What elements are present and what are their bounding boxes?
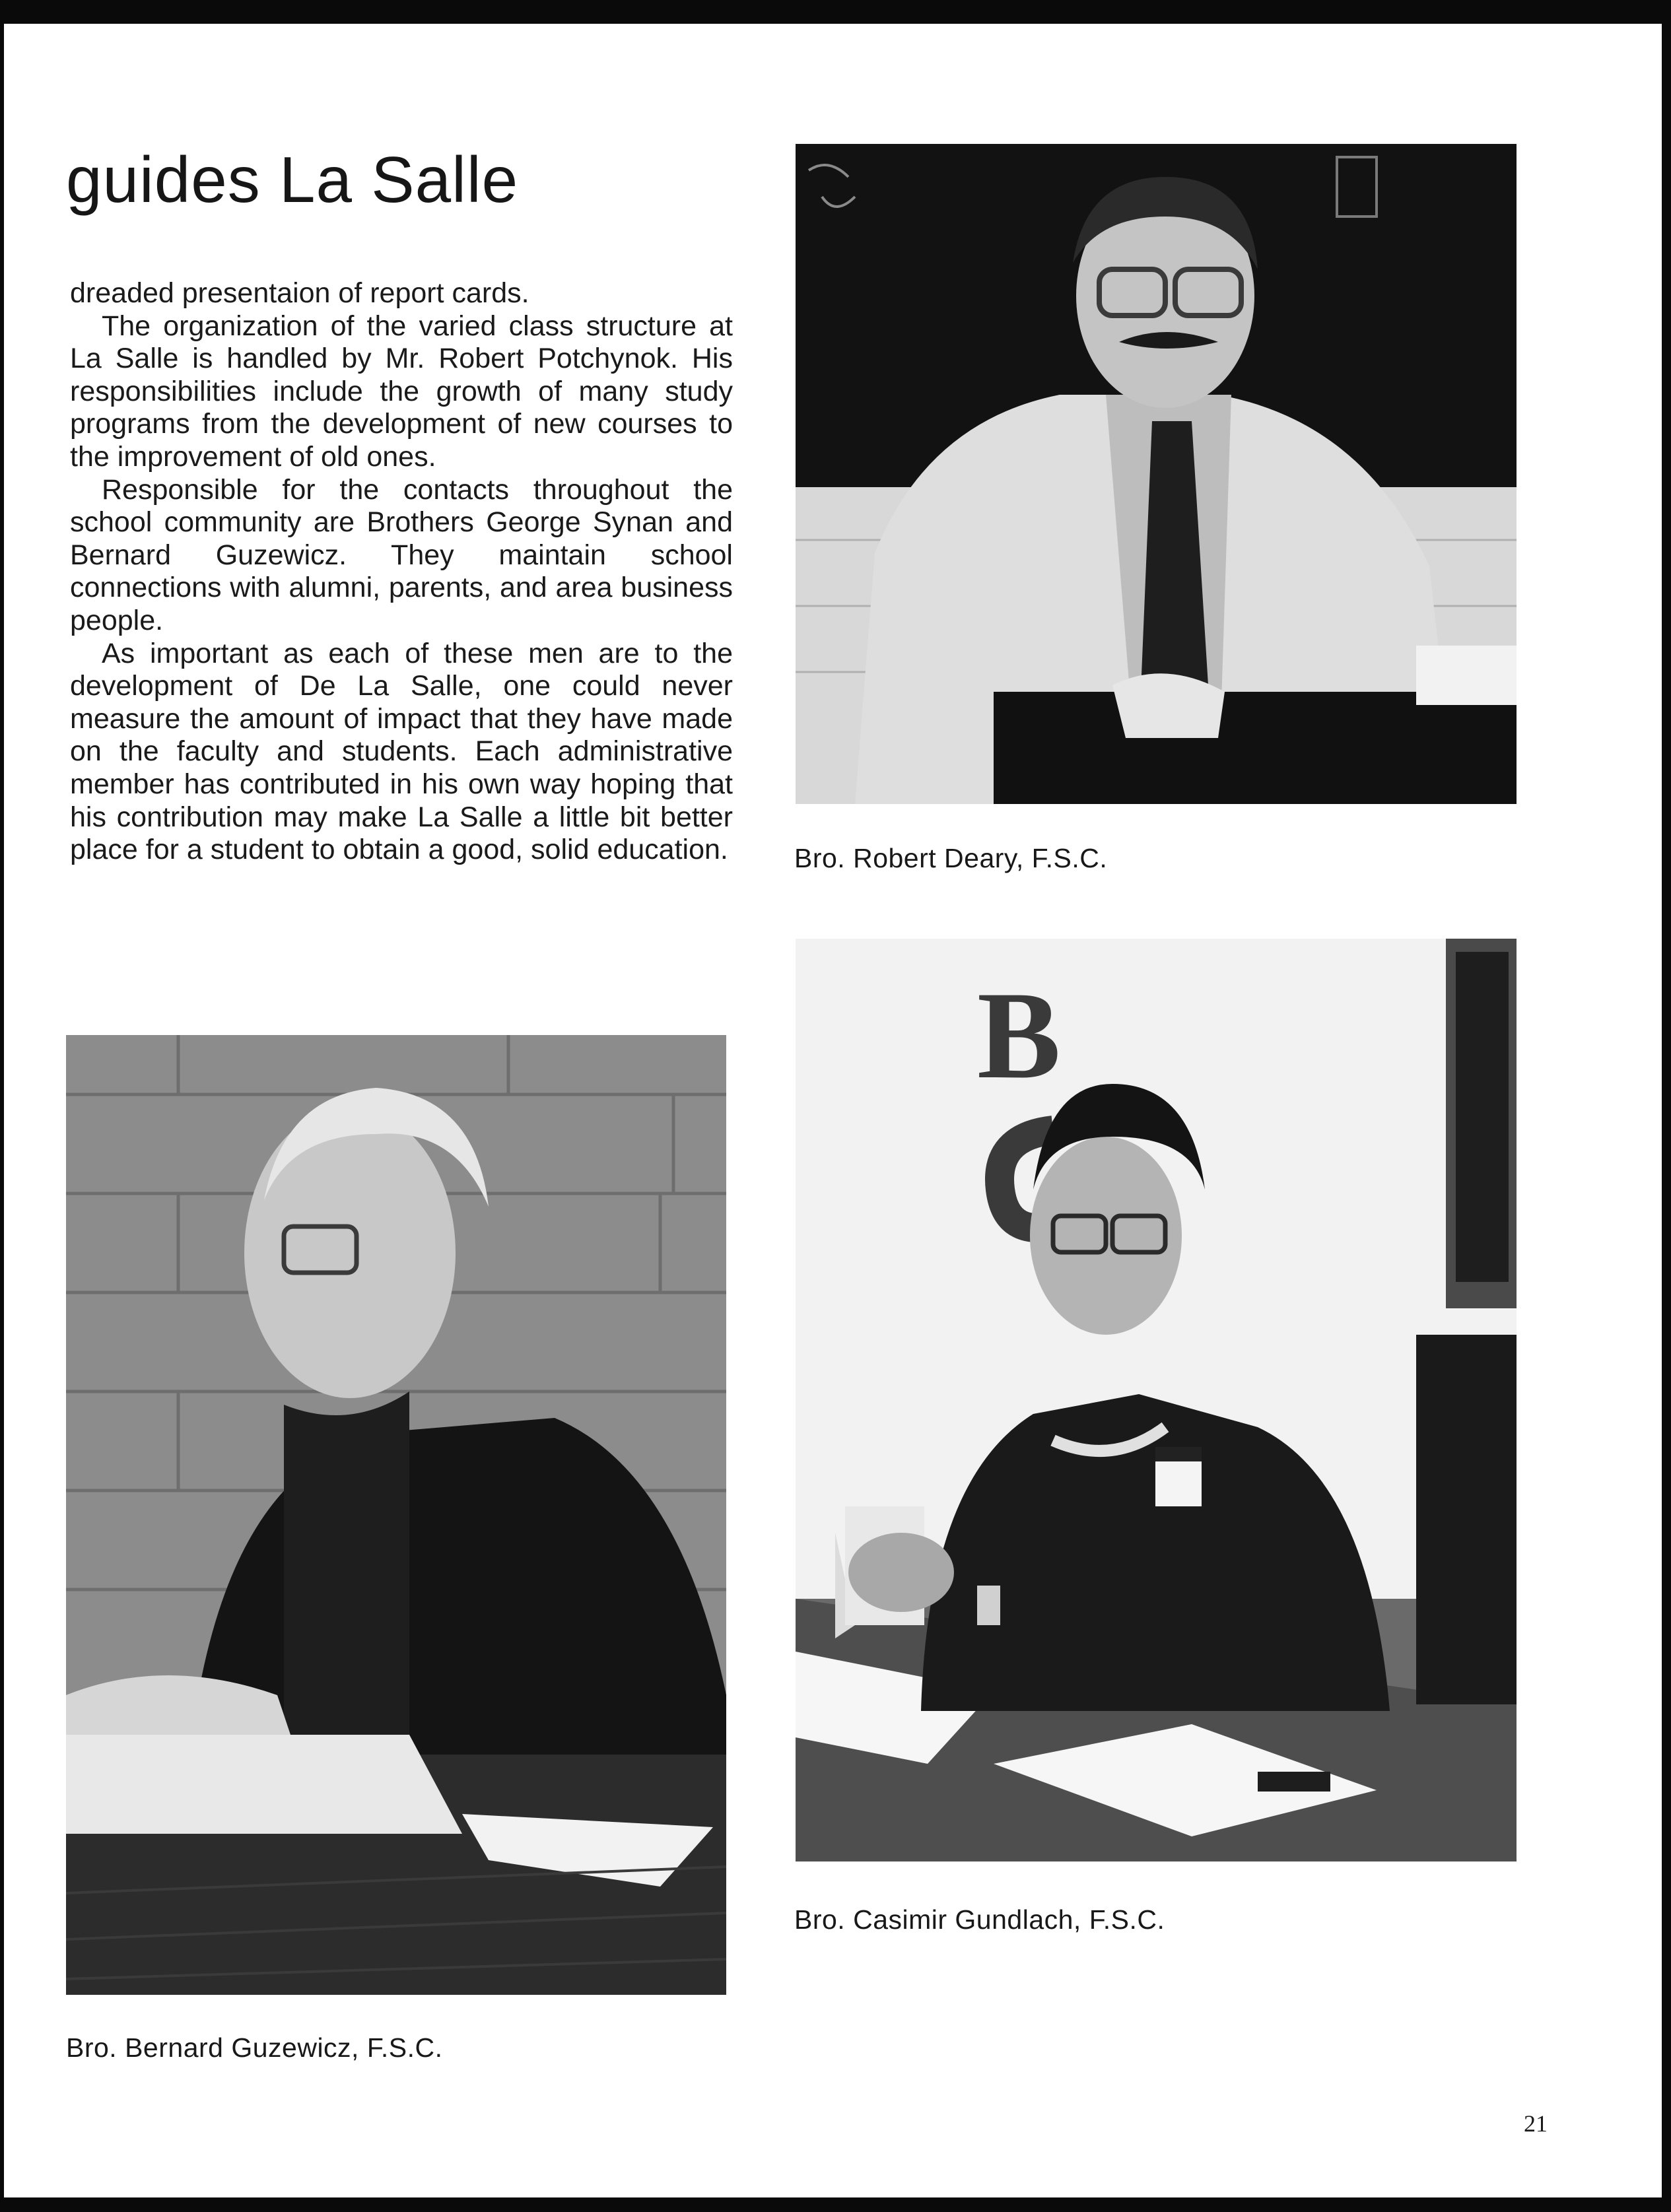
scan-border-top	[0, 0, 1671, 24]
paragraph-3: Responsible for the contacts throughout the school community are Brothers George Synan and Bernard Guzewicz. They maintain school connections with alumni, parents, and area business people.	[70, 473, 733, 636]
paragraph-1: dreaded presentaion of report cards.	[70, 277, 529, 309]
photo-robert-deary-image	[796, 144, 1517, 804]
scan-border-right	[1662, 0, 1671, 2212]
headline: guides La Salle	[66, 143, 519, 216]
caption-bernard-guzewicz: Bro. Bernard Guzewicz, F.S.C.	[66, 2032, 443, 2063]
article-body	[70, 277, 733, 867]
paragraph-4: As important as each of these men are to the development of De La Salle, one could never measure the amount of impact that they have made on the faculty and students. Each administrative member has contributed in his own way hoping that his contribution may make La Salle a little bit better place for a student to obtain a good, solid education.	[70, 637, 733, 866]
photo-robert-deary	[796, 144, 1517, 804]
page-number: 21	[1524, 2110, 1548, 2137]
photo-bernard-guzewicz-image	[66, 1035, 726, 1995]
photo-bernard-guzewicz	[66, 1035, 726, 1995]
caption-robert-deary: Bro. Robert Deary, F.S.C.	[794, 843, 1108, 873]
scan-border-left	[0, 0, 4, 2212]
paragraph-2: The organization of the varied class structure at La Salle is handled by Mr. Robert Potchynok. His responsibilities include the growth of many study programs from the development of new courses to the improvement of old ones.	[70, 310, 733, 473]
scan-border-bottom	[0, 2197, 1671, 2212]
caption-casimir-gundlach: Bro. Casimir Gundlach, F.S.C.	[794, 1904, 1165, 1935]
wall-letter-b: B	[977, 966, 1061, 1105]
photo-casimir-gundlach	[796, 939, 1517, 1861]
photo-casimir-gundlach-image	[796, 939, 1517, 1861]
